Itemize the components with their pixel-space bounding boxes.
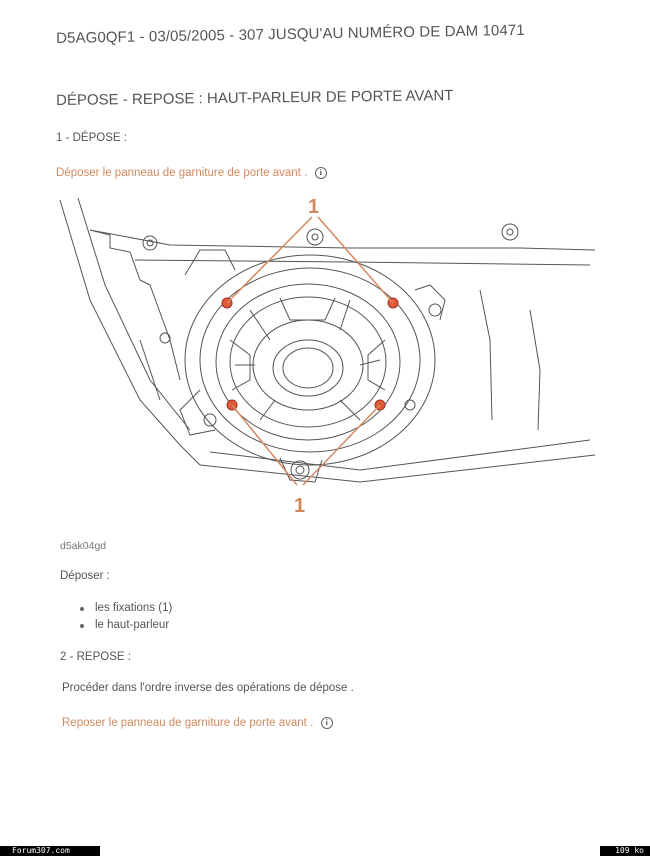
door-trim-bottom xyxy=(200,455,595,482)
list-item: les fixations (1) xyxy=(80,600,172,617)
mount-hole xyxy=(143,236,157,250)
procedure-title: DÉPOSE - REPOSE : HAUT-PARLEUR DE PORTE AVANT xyxy=(56,87,454,109)
section-repose-heading: 2 - REPOSE : xyxy=(60,651,131,663)
mount-hole xyxy=(296,466,304,474)
bracket-bottom-left xyxy=(180,390,215,435)
list-item: le haut-parleur xyxy=(80,617,172,634)
door-trim-top xyxy=(90,230,595,250)
mount-hole xyxy=(204,414,216,426)
speaker-spokes xyxy=(235,300,380,420)
mount-hole xyxy=(291,461,309,479)
mount-hole xyxy=(507,229,513,235)
door-step-lines xyxy=(90,230,150,285)
door-right-edge-2 xyxy=(530,310,540,430)
speaker-dust-cap-inner xyxy=(283,348,333,388)
mount-hole xyxy=(502,224,518,240)
door-right-edge xyxy=(480,290,492,420)
figure-caption: d5ak04gd xyxy=(60,540,107,552)
mount-hole xyxy=(429,304,441,316)
footer-size: 109 ko xyxy=(600,846,650,856)
speaker-removal-diagram xyxy=(50,190,600,520)
callout-line-bottom-left xyxy=(232,405,297,485)
document-header: D5AG0QF1 - 03/05/2005 - 307 JUSQU'AU NUMÉRO DE DAM 10471 xyxy=(56,21,525,47)
info-icon[interactable]: i xyxy=(321,717,333,729)
refit-link[interactable]: Reposer le panneau de garniture de porte avant . xyxy=(62,717,314,729)
refit-row xyxy=(62,713,333,731)
footer-site: Forum307.com xyxy=(0,846,100,856)
prerequisite-link[interactable]: Déposer le panneau de garniture de porte avant . xyxy=(56,167,308,179)
speaker-mount-ring xyxy=(185,255,435,465)
door-panel-edge xyxy=(60,200,200,465)
mount-hole xyxy=(312,234,318,240)
mount-hole xyxy=(160,333,170,343)
callout-line-bottom-right xyxy=(303,405,380,485)
door-panel-inner-edge xyxy=(78,198,190,430)
removal-list xyxy=(80,600,172,634)
bracket-right xyxy=(415,285,445,320)
callout-number-bottom: 1 xyxy=(294,495,306,517)
reverse-instruction: Procéder dans l'ordre inverse des opérations de dépose . xyxy=(62,682,354,694)
section-depose-heading: 1 - DÉPOSE : xyxy=(56,132,127,144)
door-ridge-2 xyxy=(140,340,160,400)
info-icon[interactable]: i xyxy=(315,167,327,179)
removal-label: Déposer : xyxy=(60,570,110,582)
callout-line-top-right xyxy=(318,217,393,303)
callout-line-top-left xyxy=(227,217,312,303)
prerequisite-row xyxy=(56,163,327,181)
mount-hole xyxy=(307,229,323,245)
callout-number-top: 1 xyxy=(308,196,320,218)
bracket-top-left xyxy=(185,250,235,275)
